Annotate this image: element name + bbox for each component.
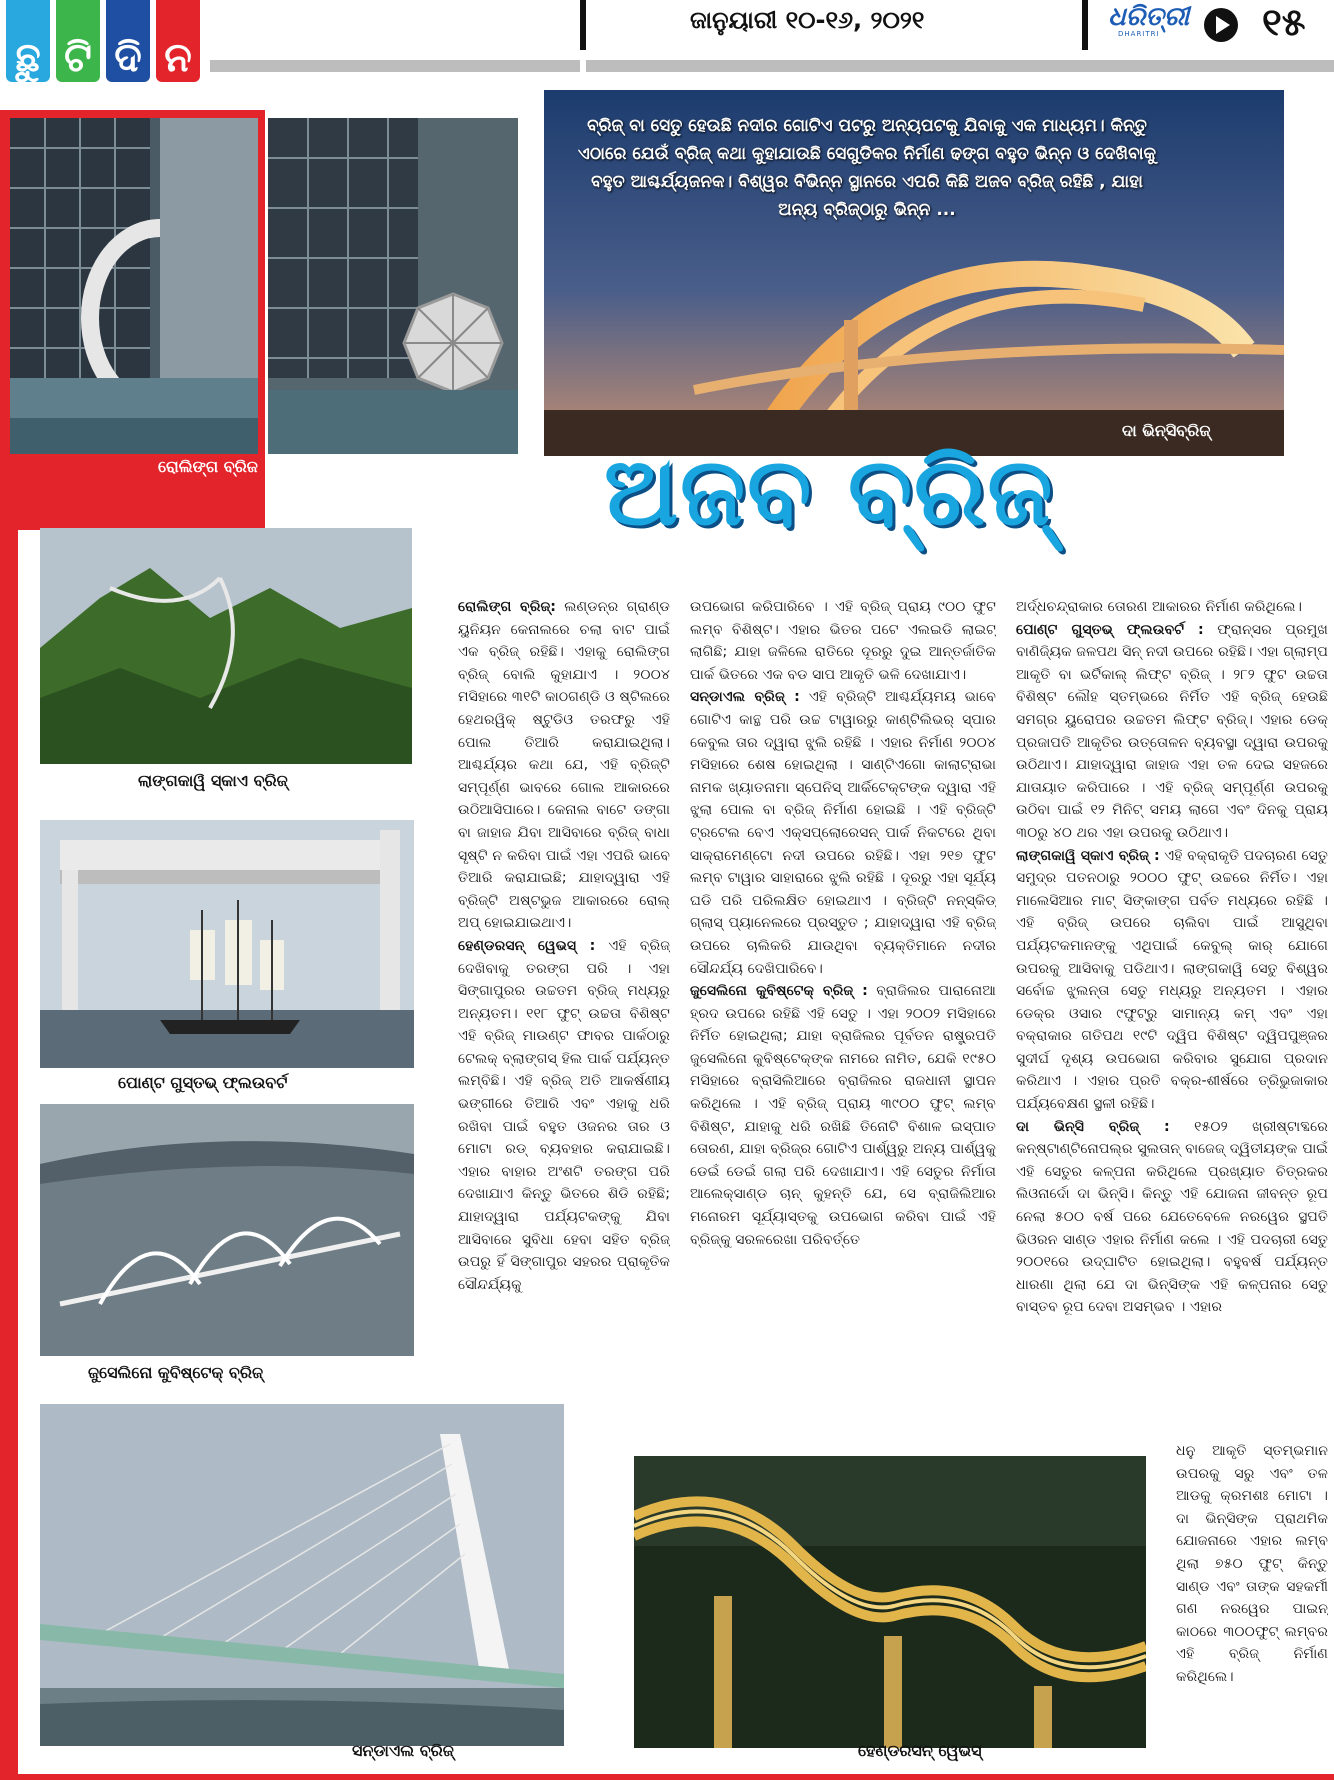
paragraph-text: ଏହି ବକ୍ରାକୃତି ପଦଚାରଣ ସେତୁ ସମୁଦ୍ର ପତନଠାରୁ ୨୦୦୦ ଫୁଟ୍ ଉଚ୍ଚରେ ନିର୍ମିତ। ଏହା ମାଲେସିଆର ମାଟ୍ ସିଙ୍କାଙ୍ଗ ପର୍ବତ ମଧ୍ୟରେ ରହିଛି । ଏହି ବ୍ରିଜ୍ ଉପରେ ଚାଲିବା ପାଇଁ ଆସୁଥିବା ପର୍ଯ୍ୟଟକମାନଙ୍କୁ ଏଥିପାଇଁ କେବୁଲ୍ କାର୍ ଯୋଗେ ଉପରକୁ ଆସିବାକୁ ପଡିଥାଏ। ଲାଙ୍ଗକାୱି ସେତୁ ବିଶ୍ୱର ସର୍ବୋଚ୍ଚ ଝୁଲନ୍ତା ସେତୁ ମଧ୍ୟରୁ ଅନ୍ୟତମ । ଏହାର ଡେକ୍‌ର ଓସାର ୯ଫୁଟ୍‌ରୁ ସାମାନ୍ୟ କମ୍ ଏବଂ ଏହା ବକ୍ରାକାର ଗତିପଥ ୧୯ଟି ଦ୍ୱିପ ବିଶିଷ୍ଟ ଦ୍ୱିପପୁଞ୍ଜର ସୁଦୀର୍ଘ ଦୃଶ୍ୟ ଉପଭୋଗ କରିବାର ସୁଯୋଗ ପ୍ରଦାନ କରିଥାଏ । ଏହାର ପ୍ରତି ବକ୍ର-ଶୀର୍ଷରେ ତ୍ରିଭୁଜାକାର ପର୍ଯ୍ୟବେକ୍ଷଣ ସ୍ଥଳୀ ରହିଛି। [1016,847,1328,1113]
photo-kubitschek-bridge [40,1104,414,1356]
caption-henderson-waves: ହେଣ୍ଡରସନ୍ ୱେଭସ୍ [858,1741,982,1760]
photo-rolling-bridge-2 [268,118,518,454]
photo-gustave-flaubert-bridge [40,820,414,1068]
article-paragraph [690,980,996,1251]
caption-sundial-bridge: ସନ୍ଡାଏଲ ବ୍ରିଜ୍ [352,1741,454,1760]
article-column-3 [1016,596,1328,1436]
section-heading: ଜୁସେଲିନୋ କୁବିଷ୍ଟେକ୍ ବ୍ରିଜ୍ : [690,983,868,1000]
section-heading: ଦା ଭିନ୍‌ସି ବ୍ରିଜ୍ : [1016,1118,1170,1135]
section-heading: ଲାଙ୍ଗକାୱି ସ୍କାଏ ବ୍ରିଜ୍ : [1016,847,1160,864]
article-paragraph [1176,1440,1328,1689]
paragraph-text: ଉପଭୋଗ କରିପାରିବେ । ଏହି ବ୍ରିଜ୍ ପ୍ରାୟ ୯୦୦ ଫୁଟ ଲମ୍ବ ବିଶିଷ୍ଟ। ଏହାର ଭିତର ପଟେ ଏଲଇଡି ଲାଇଟ୍ ଲାଗିଛି; ଯାହା ଜଳିଲେ ରାତିରେ ଦୂରରୁ ଦୁଇ ଆନ୍ତର୍ଜାତିକ ପାର୍କ ଭିତରେ ଏକ ବଡ ସାପ ଆକୃତି ଭଳି ଦେଖାଯାଏ। [690,599,996,683]
header-divider-2 [1082,0,1088,50]
caption-langkawi-bridge: ଲାଙ୍ଗକାୱି ସ୍କାଏ ବ୍ରିଜ୍ [130,770,296,792]
article-paragraph [458,935,670,1297]
caption-rolling-bridge: ରୋଲିଙ୍ଗ ବ୍ରିଜ [158,457,258,476]
section-heading: ସନ୍ଡାଏଲ ବ୍ରିଜ୍ : [690,689,800,706]
photo-rolling-bridge-1 [10,118,258,454]
play-icon [1204,8,1238,42]
article-column-2 [690,596,996,1416]
header-rule-left [210,60,580,72]
photo-henderson-waves [634,1456,1146,1748]
logo-letter-2: ଟି [56,0,100,82]
article-column-4 [1176,1440,1328,1740]
paragraph-text: ଏହି ବ୍ରିଜ୍‌ଟି ଆଶ୍ଚର୍ଯ୍ୟମୟ ଭାବେ ଗୋଟିଏ କାନ୍ଥ ପରି ଉଚ୍ଚ ଟାୱାରରୁ କାଣ୍ଟିଲିଭର୍ ସ୍ପାର କେବୁଲ ତାର ଦ୍ୱାରା ଝୁଲି ରହିଛି । ଏହାର ନିର୍ମାଣ ୨୦୦୪ ମସିହାରେ ଶେଷ ହୋଇଥିଲା । ସାଣ୍ଟିଏଗୋ କାଲାଟ୍ରାଭା ନାମକ ଖ୍ୟାତନାମା ସ୍ପେନିସ୍ ଆର୍କିଟେକ୍ଟଙ୍କ ଦ୍ୱାରା ଏହି ଝୁଲା ପୋଲ ବା ବ୍ରିଜ୍ ନିର୍ମାଣ ହୋଇଛି । ଏହି ବ୍ରିଜ୍‌ଟି ଟ୍ରଟେଲ ବେଏ ଏକ୍ସପ୍ଲୋରେସନ୍ ପାର୍କ ନିକଟରେ ଥିବା ସାକ୍ରାମେଣ୍ଟୋ ନଦୀ ଉପରେ ରହିଛି। ଏହା ୨୧୭ ଫୁଟ ଲମ୍ବ ଟାୱାର ସାହାରାରେ ଝୁଲି ରହିଛି । ଦୂରରୁ ଏହା ସୂର୍ଯ୍ୟ ଘଡି ପରି ପରିଲକ୍ଷିତ ହୋଇଥାଏ । ବ୍ରିଜ୍‌ଟି ନନ୍‌ସ୍କିଡ୍ ଗ୍ଲାସ୍ ପ୍ୟାନେଲରେ ପ୍ରସ୍ତୁତ ; ଯାହାଦ୍ୱାରା ଏହି ବ୍ରିଜ୍ ଉପରେ ଚାଲିକରି ଯାଉଥିବା ବ୍ୟକ୍ତିମାନେ ନଦୀର ସୌନ୍ଦର୍ଯ୍ୟ ଦେଖିପାରିବେ। [690,689,996,977]
paragraph-text: ବ୍ରାଜିଲର ପାରାନୋଆ ହ୍ରଦ ଉପରେ ରହିଛି ଏହି ସେତୁ । ଏହା ୨୦୦୨ ମସିହାରେ ନିର୍ମିତ ହୋଇଥିଲା; ଯାହା ବ୍ରାଜିଲର ପୂର୍ବତନ ରାଷ୍ଟ୍ରପତି ଜୁସେଲିନୋ କୁବିଷ୍ଟେକ୍‌ଙ୍କ ନାମରେ ନାମିତ, ଯେକି ୧୯୫୦ ମସିହାରେ ବ୍ରାସିଲିଆରେ ବ୍ରାଜିଲର ରାଜଧାନୀ ସ୍ଥାପନ କରିଥିଲେ । ଏହି ବ୍ରିଜ୍ ପ୍ରାୟ ୩୯୦୦ ଫୁଟ୍ ଲମ୍ବ ବିଶିଷ୍ଟ, ଯାହାକୁ ଧରି ରଖିଛି ତିନୋଟି ବିଶାଳ ଇସ୍ପାତ ତୋରଣ, ଯାହା ବ୍ରିଜ୍‌ର ଗୋଟିଏ ପାର୍ଶ୍ୱରୁ ଅନ୍ୟ ପାର୍ଶ୍ୱକୁ ଡେଇଁ ଡେଇଁ ଗଲା ପରି ଦେଖାଯାଏ। ଏହି ସେତୁର ନିର୍ମାତା ଆଲେକ୍ସାଣ୍ଡ ଚାନ୍ କୁହନ୍ତି ଯେ, ସେ ବ୍ରାଜିଲିଆର ମନୋରମ ସୂର୍ଯ୍ୟାସ୍ତକୁ ଉପଭୋଗ କରିବା ପାଇଁ ଏହି ବ୍ରିଜ୍‌କୁ ସରଳରେଖା ପରିବର୍ତ୍ତେ [690,983,996,1248]
article-paragraph [1016,1116,1328,1319]
section-heading: ରୋଲିଙ୍ଗ ବ୍ରିଜ୍: [458,599,556,615]
header-rule-right [586,60,1334,72]
article-paragraph [1016,619,1328,845]
article-column-1 [458,596,670,1416]
paragraph-text: ଫ୍ରାନ୍ସର ପ୍ରମୁଖ ବାଣିଜ୍ୟିକ ଜଳପଥ ସିନ୍ ନଦୀ ଉପରେ ରହିଛି। ଏହା ଗ୍ଲାମ୍ପ ଆକୃତି ବା ଭର୍ଟିକାଲ୍ ଲିଫ୍ଟ ବ୍ରିଜ୍ । ୨୮୨ ଫୁଟ ଉଚ୍ଚତା ବିଶିଷ୍ଟ ଲୌହ ସ୍ତମ୍ଭରେ ନିର୍ମିତ ଏହି ବ୍ରିଜ୍ ହେଉଛି ସମଗ୍ର ୟୁରୋପର ଉଚ୍ଚତମ ଲିଫ୍ଟ ବ୍ରିଜ୍। ଏହାର ଡେକ୍ ପ୍ରଜାପତି ଆକୃତିର ଉତ୍ତୋଳନ ବ୍ୟବସ୍ଥା ଦ୍ୱାରା ଉପରକୁ ଉଠିଥାଏ। ଯାହାଦ୍ୱାରା ଜାହାଜ ଏହା ତଳ ଦେଇ ସହଜରେ ଯାତାୟାତ କରିପାରେ । ଏହି ବ୍ରିଜ୍ ସମ୍ପୂର୍ଣ୍ଣ ଉପରକୁ ଉଠିବା ପାଇଁ ୧୨ ମିନିଟ୍ ସମୟ ଲାଗେ ଏବଂ ଦିନକୁ ପ୍ରାୟ ୩୦ରୁ ୪୦ ଥର ଏହା ଉପରକୁ ଉଠିଥାଏ। [1016,621,1328,841]
paragraph-text: ୧୫୦୨ ଖ୍ରୀଷ୍ଟାବ୍ଦରେ କନ୍‌ଷ୍ଟାଣ୍ଟିନୋପଲ୍‌ର ସୁଲତାନ୍ ବାଜେଜ୍ ଦ୍ୱିତୀୟଙ୍କ ପାଇଁ ଏହି ସେତୁର କଳ୍ପନା କରିଥିଲେ ପ୍ରଖ୍ୟାତ ଚିତ୍ରକର ଲିଓନାର୍ଦୋ ଦା ଭିନ୍‌ସି। କିନ୍ତୁ ଏହି ଯୋଜନା ଜୀବନ୍ତ ରୂପ ନେଲା ୫୦୦ ବର୍ଷ ପରେ ଯେତେବେଳେ ନରୱେର ସ୍ଥପତି ଭିଓରନ ସାଣ୍ଡ ଏହାର ନିର୍ମାଣ କଲେ । ଏହି ପଦଚାରୀ ସେତୁ ୨୦୦୧ରେ ଉଦ୍‌ଘାଟିତ ହୋଇଥିଲା। ବହୁବର୍ଷ ପର୍ଯ୍ୟନ୍ତ ଧାରଣା ଥିଲା ଯେ ଦା ଭିନ୍‌ସିଙ୍କ ଏହି କଳ୍ପନାର ସେତୁ ବାସ୍ତବ ରୂପ ଦେବା ଅସମ୍ଭବ । ଏହାର [1016,1118,1328,1316]
intro-text: ବ୍ରିଜ୍ ବା ସେତୁ ହେଉଛି ନଦୀର ଗୋଟିଏ ପଟରୁ ଅନ୍ୟପଟକୁ ଯିବାକୁ ଏକ ମାଧ୍ୟମ। କିନ୍ତୁ ଏଠାରେ ଯେଉଁ ବ୍ରିଜ୍ କଥା କୁହାଯାଉଛି ସେଗୁଡିକର ନିର୍ମାଣ ଢଙ୍ଗ ବହୁତ ଭିନ୍ନ ଓ ଦେଖିବାକୁ ବହୁତ ଆଶ୍ଚର୍ଯ୍ୟଜନକ। ବିଶ୍ୱର ବିଭିନ୍ନ ସ୍ଥାନରେ ଏପରି କିଛି ଅଜବ ବ୍ରିଜ୍ ରହିଛି , ଯାହା ଅନ୍ୟ ବ୍ରିଜ୍‌ଠାରୁ ଭିନ୍ନ ... [577,116,1157,220]
red-bottom-strip [0,1774,1334,1780]
photo-sundial-bridge [40,1404,564,1746]
page-title: ଅଜବ ବ୍ରିଜ୍ [604,438,1055,547]
paragraph-text: ଏହି ବ୍ରିଜ୍ ଦେଖିବାକୁ ତରଙ୍ଗ ପରି । ଏହା ସିଙ୍ଗାପୁରର ଉଚ୍ଚତମ ବ୍ରିଜ୍ ମଧ୍ୟରୁ ଅନ୍ୟତମ। ୧୧୮ ଫୁଟ୍ ଉଚ୍ଚତା ବିଶିଷ୍ଟ ଏହି ବ୍ରିଜ୍ ମାଉଣ୍ଟ ଫାବର ପାର୍କଠାରୁ ଟେଲକ୍ ବ୍ଲାଙ୍ଗସ୍ ହିଲ ପାର୍କ ପର୍ଯ୍ୟନ୍ତ ଲମ୍ବିଛି। ଏହି ବ୍ରିଜ୍ ଅତି ଆକର୍ଷଣୀୟ ଭଙ୍ଗୀରେ ତିଆରି ଏବଂ ଏହାକୁ ଧରି ରଖିବା ପାଇଁ ବହୁତ ଓଜନର ତାର ଓ ମୋଟା ରଡ୍ ବ୍ୟବହାର କରାଯାଇଛି। ଏହାର ବାହାର ଅଂଶଟି ତରଙ୍ଗ ପରି ଦେଖାଯାଏ କିନ୍ତୁ ଭିତରେ ଶିଡି ରହିଛି; ଯାହାଦ୍ୱାରା ପର୍ଯ୍ୟଟକଙ୍କୁ ଯିବା ଆସିବାରେ ସୁବିଧା ହେବା ସହିତ ବ୍ରିଜ୍ ଉପରୁ ହିଁ ସିଙ୍ଗାପୁର ସହରର ପ୍ରାକୃତିକ ସୌନ୍ଦର୍ଯ୍ୟକୁ [458,937,670,1293]
paragraph-text: ଅର୍ଦ୍ଧଚନ୍ଦ୍ରାକାର ତୋରଣ ଆକାରର ନିର୍ମାଣ କରିଥିଲେ। [1016,599,1302,615]
page-number: ୧୫ [1262,0,1306,44]
caption-kubitschek-bridge: ଜୁସେଲିନୋ କୁବିଷ୍ଟେକ୍ ବ୍ରିଜ୍ [80,1362,271,1384]
brand-logo: ଧରିତ୍ରୀ [1108,2,1190,32]
article-paragraph [458,596,670,935]
header-divider [580,0,586,50]
article-paragraph [690,686,996,980]
caption-da-vinci-bridge: ଦା ଭିନ୍‌ସିବ୍ରିଜ୍ [1122,421,1211,440]
logo-letter-1: ଛୁ [6,0,50,82]
paragraph-text: ଲଣ୍ଡନ୍‌ର ଗ୍ରାଣ୍ଡ ୟୁନିୟନ କେନାଲରେ ଚଲା ବାଟ ପାଇଁ ଏକ ବ୍ରିଜ୍ ରହିଛି। ଏହାକୁ ରୋଲିଙ୍ଗ ବ୍ରିଜ୍ ବୋଲି କୁହାଯାଏ । ୨୦୦୪ ମସିହାରେ ୩୧ଟି କାଠଗଣ୍ଡି ଓ ଷ୍ଟିଲରେ ହେଥରୱିକ୍ ଷ୍ଟୁଡିଓ ତରଫରୁ ଏହି ପୋଲ ତିଆରି କରାଯାଇଥିଲା। ଆଶ୍ଚର୍ଯ୍ୟର କଥା ଯେ, ଏହି ବ୍ରିଜ୍‌ଟି ସମ୍ପୂର୍ଣ୍ଣ ଭାବରେ ଗୋଲ ଆକାରରେ ଉଠିଆସିପାରେ। କେନାଲ ବାଟେ ଡଙ୍ଗା ବା ଜାହାଜ ଯିବା ଆସିବାରେ ବ୍ରିଜ୍ ବାଧା ସୃଷ୍ଟି ନ କରିବା ପାଇଁ ଏହା ଏପରି ଭାବେ ତିଆରି କରାଯାଇଛି; ଯାହାଦ୍ୱାରା ଏହି ବ୍ରିଜ୍‌ଟି ଅଷ୍ଟଭୁଜ ଆକାରରେ ରୋଲ୍ ଅପ୍ ହୋଇଯାଇଥାଏ। [458,599,670,932]
article-paragraph [690,596,996,686]
paragraph-text: ଧନୁ ଆକୃତି ସ୍ତମ୍ଭମାନ ଉପରକୁ ସରୁ ଏବଂ ତଳ ଆଡକୁ କ୍ରମଶଃ ମୋଟା । ଦା ଭିନ୍‌ସିଙ୍କ ପ୍ରାଥମିକ ଯୋଜନାରେ ଏହାର ଲମ୍ବ ଥିଲା ୭୫୦ ଫୁଟ୍ କିନ୍ତୁ ସାଣ୍ଡ ଏବଂ ତାଙ୍କ ସହକର୍ମୀ ଗଣ ନରୱେର ପାଇନ୍ କାଠରେ ୩୦୦ଫୁଟ୍ ଲମ୍ବର ଏହି ବ୍ରିଜ୍ ନିର୍ମାଣ କରିଥିଲେ। [1176,1443,1328,1685]
caption-gustave-flaubert-bridge: ପୋଣ୍ଟ ଗୁସ୍ତଭ୍ ଫ୍ଲଉବର୍ଟ [110,1072,295,1094]
logo-letter-4: ନ [156,0,200,82]
logo-letter-3: ଦି [106,0,150,82]
section-heading: ପୋଣ୍ଟ ଗୁସ୍ତଭ୍ ଫ୍ଲଉବର୍ଟ : [1016,621,1204,638]
article-paragraph [1016,596,1328,619]
photo-langkawi-bridge [40,528,412,764]
issue-date: ଜାନୁୟାରୀ ୧୦-୧୬, ୨୦୨୧ [690,6,925,34]
section-heading: ହେଣ୍ଡରସନ୍ ୱେଭସ୍ : [458,937,596,954]
article-paragraph [1016,845,1328,1116]
brand-sub: DHARITRI [1118,30,1160,38]
